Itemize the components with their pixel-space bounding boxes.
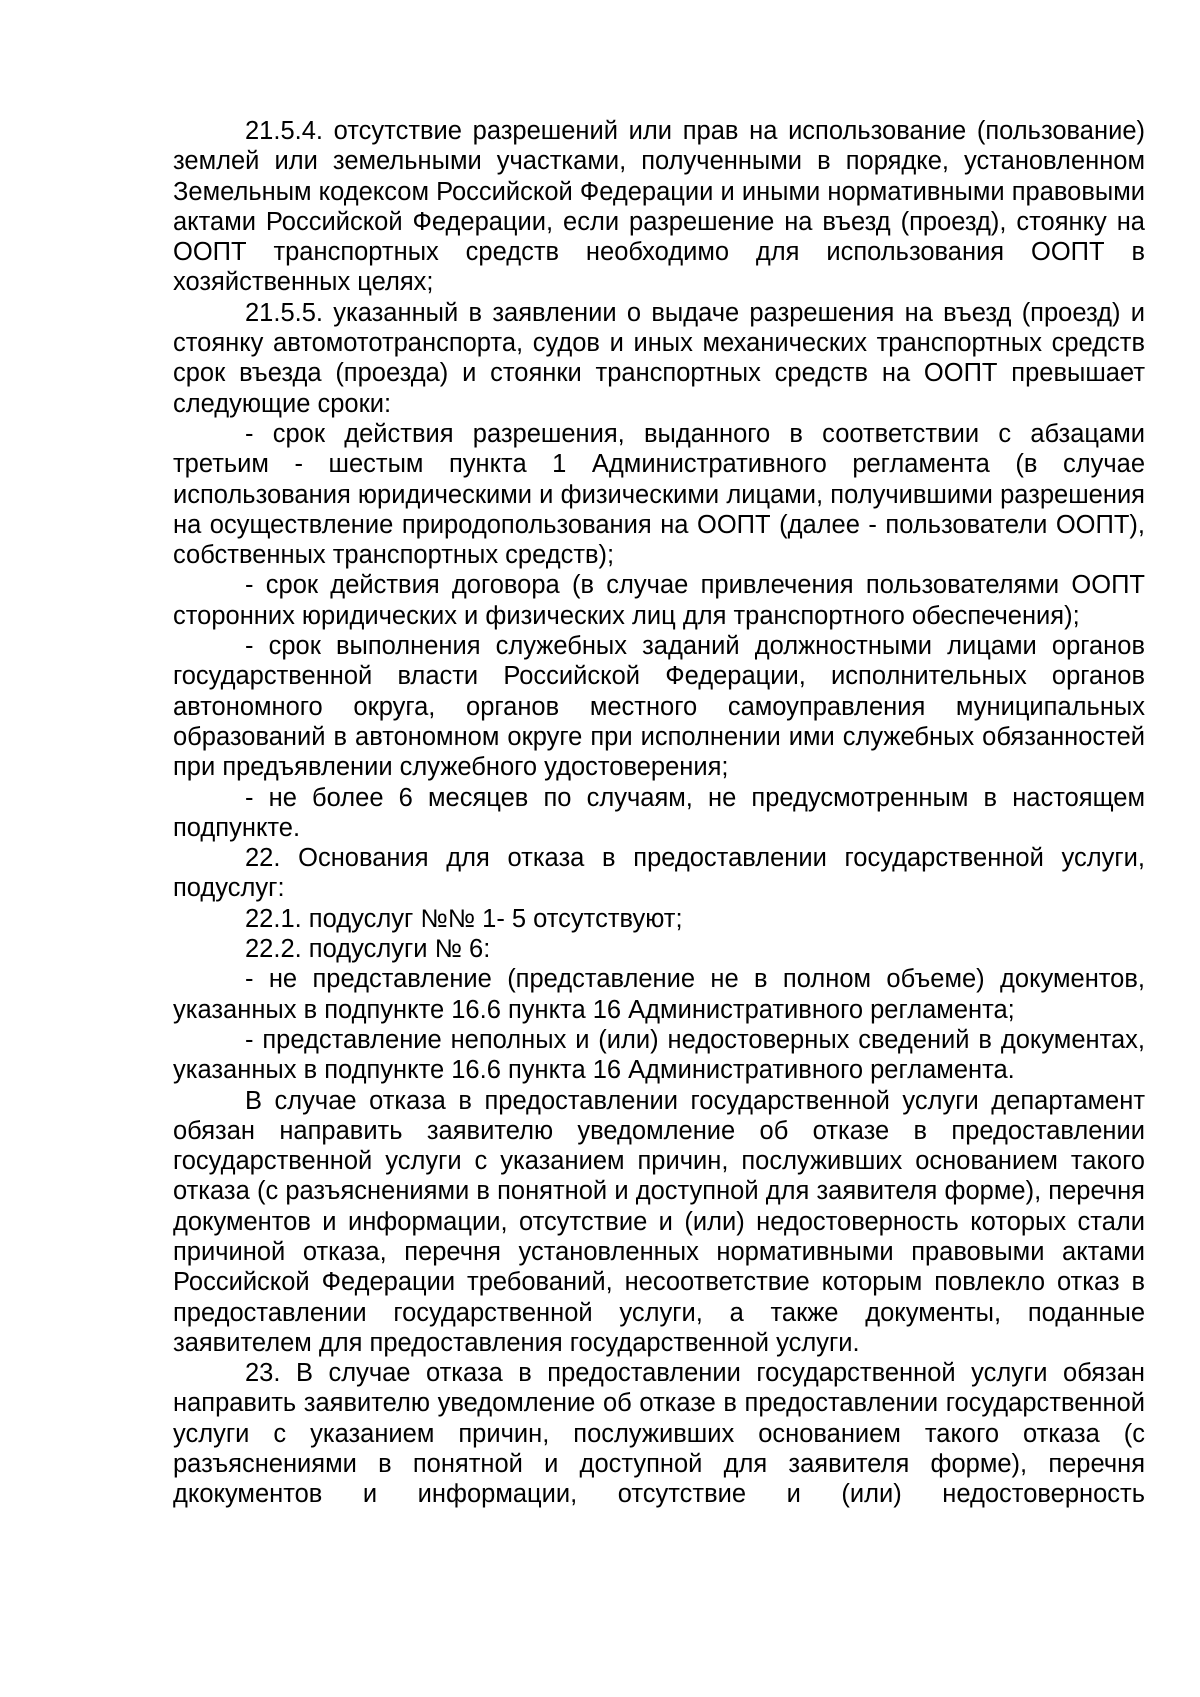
paragraph-22-1: 22.1. подуслуг №№ 1- 5 отсутствуют; [245,904,683,933]
list-item-incomplete-info: - представление неполных и (или) недостоверных сведений в документах, указанных в подпункте 16.6 пункта 16 Административного регламента. [173,1025,1145,1085]
paragraph-23: 23. В случае отказа в предоставлении государственной услуги обязан направить заявителю уведомление об отказе в предоставлении государственной услуги с указанием причин, послуживших основанием такого отказа (с разъяснениями в понятной и доступной для заявителя форме), перечня дкокументов и информации, отсутствие и (или) недостоверность [173,1359,1145,1509]
list-item-permit-term: - срок действия разрешения, выданного в соответствии с абзацами третьим - шестым пункта 1 Административного регламента (в случае использования юридическими и физическими лицами, получившими разрешения на осуществление природопользования на ООПТ (далее - пользователи ООПТ), собственных транспортных средств); [173,419,1145,570]
paragraph-refusal-notice: В случае отказа в предоставлении государственной услуги департамент обязан направить заявителю уведомление об отказе в предоставлении государственной услуги с указанием причин, послуживших основанием такого отказа (с разъяснениями в понятной и доступной для заявителя форме), перечня документов и информации, отсутствие и (или) недостоверность которых стали причиной отказа, перечня установленных нормативными правовыми актами Российской Федерации требований, несоответствие которым повлекло отказ в предоставлении государственной услуги, а также документы, поданные заявителем для предоставления государственной услуги. [173,1086,1145,1357]
document-body [173,116,1145,1510]
paragraph-21-5-5: 21.5.5. указанный в заявлении о выдаче разрешения на въезд (проезд) и стоянку автомототранспорта, судов и иных механических транспортных средств срок въезда (проезда) и стоянки транспортных средств на ООПТ превышает следующие сроки: [173,298,1145,418]
list-item-official-duty-term: - срок выполнения служебных заданий должностными лицами органов государственной власти Российской Федерации, исполнительных органов автономного округа, органов местного самоуправления муниципальных образований в автономном округе при исполнении ими служебных обязанностей при предъявлении служебного удостоверения; [173,632,1145,782]
paragraph-22: 22. Основания для отказа в предоставлении государственной услуги, подуслуг: [173,844,1145,903]
paragraph-22-2: 22.2. подуслуги № 6: [245,935,491,964]
list-item-documents-missing: - не представление (представление не в полном объеме) документов, указанных в подпункте 16.6 пункта 16 Административного регламента; [173,965,1145,1024]
paragraph-21-5-4: 21.5.4. отсутствие разрешений или прав на использование (пользование) землей или земельными участками, полученными в порядке, установленном Земельным кодексом Российской Федерации и иными нормативными правовыми актами Российской Федерации, если разрешение на въезд (проезд), стоянку на ООПТ транспортных средств необходимо для использования ООПТ в хозяйственных целях; [173,117,1145,297]
list-item-contract-term: - срок действия договора (в случае привлечения пользователями ООПТ сторонних юридических и физических лиц для транспортного обеспечения); [173,571,1145,630]
list-item-six-months: - не более 6 месяцев по случаям, не предусмотренным в настоящем подпункте. [173,783,1145,842]
